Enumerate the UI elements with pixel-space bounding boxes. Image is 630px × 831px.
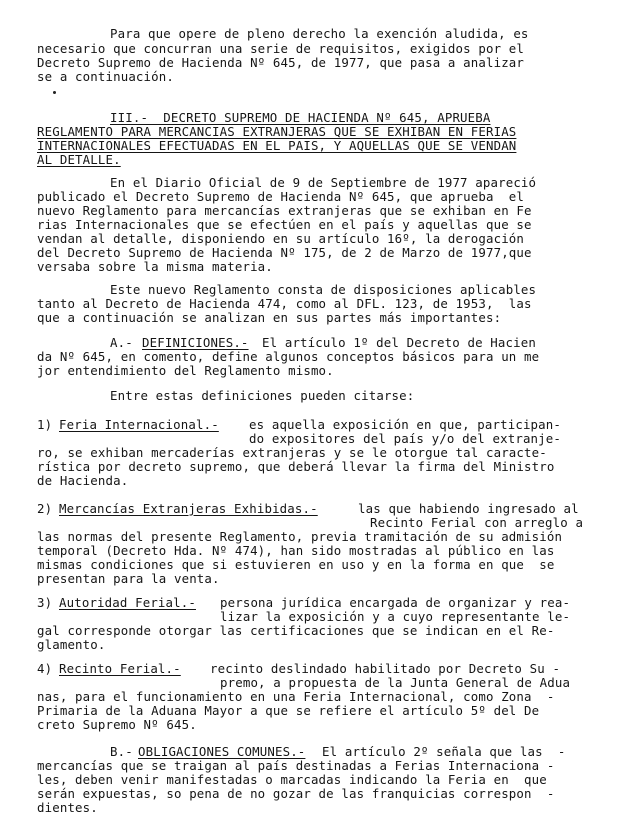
citarse-line: Entre estas definiciones pueden citarse: (110, 388, 415, 403)
paragraph-line: que a continuación se analizan en sus partes más importantes: (37, 310, 502, 325)
section-a-line: jor entendimiento del Reglamento mismo. (37, 363, 334, 378)
definition-term: Feria Internacional.- (59, 417, 219, 432)
definition-line: persona jurídica encargada de organizar y rea- (220, 595, 571, 610)
definition-line: mismas condiciones que si estuvieren en uso y en la forma en que se (37, 557, 555, 572)
paragraph-line: nuevo Reglamento para mercancías extranjeras que se exhiban en Fe (37, 203, 532, 218)
definition-line: de Hacienda. (37, 473, 129, 488)
definition-line: Primaria de la Aduana Mayor a que se refiere el artículo 5º del De (37, 703, 540, 718)
section-b-line: les, deben venir manifestadas o marcadas indicando la Feria en que (37, 772, 547, 787)
section-a-line: El artículo 1º del Decreto de Hacien (262, 335, 536, 350)
definition-line: nas, para el funcionamiento en una Feria Internacional, como Zona - (37, 689, 555, 704)
intro-line: necesario que concurran una serie de requisitos, exigidos por el (37, 41, 525, 56)
section-a-line: da Nº 645, en comento, define algunos conceptos básicos para un me (37, 349, 540, 364)
section-b-line: El artículo 2º señala que las - (322, 744, 566, 759)
section-a-title: DEFINICIONES.- (142, 335, 249, 350)
definition-number: 2) (37, 501, 53, 516)
paragraph-line: publicado el Decreto Supremo de Hacienda Nº 645, que aprueba el (37, 189, 525, 204)
definition-line: ro, se exhiban mercaderías extranjeras y se le otorgue tal caracte- (37, 445, 547, 460)
definition-term: Autoridad Ferial.- (59, 595, 196, 610)
definition-line: Recinto Ferial con arreglo a (370, 515, 584, 530)
definition-line: rística por decreto supremo, que deberá llevar la firma del Ministro (37, 459, 555, 474)
section-b-label: B.- (110, 744, 133, 759)
definition-number: 1) (37, 417, 53, 432)
intro-line: Para que opere de pleno derecho la exención aludida, es (110, 26, 529, 41)
definition-line: gal corresponde otorgar las certificaciones que se indican en el Re- (37, 623, 555, 638)
definition-line: glamento. (37, 637, 106, 652)
paragraph-line: tanto al Decreto de Hacienda 474, como al DFL. 123, de 1953, las (37, 296, 532, 311)
definition-line: recinto deslindado habilitado por Decreto Su - (210, 661, 561, 676)
definition-number: 4) (37, 661, 53, 676)
definition-number: 3) (37, 595, 53, 610)
paragraph-line: vendan al detalle, disponiendo en su artículo 16º, la derogación (37, 231, 525, 246)
definition-term: Mercancías Extranjeras Exhibidas.- (59, 501, 318, 516)
intro-line: se a continuación. (37, 69, 174, 84)
section-heading-line: III.- DECRETO SUPREMO DE HACIENDA Nº 645, APRUEBA (110, 110, 491, 125)
definition-line: las que habiendo ingresado al (358, 501, 579, 516)
section-heading-line: AL DETALLE. (37, 152, 121, 167)
definition-line: premo, a propuesta de la Junta General de Adua (220, 675, 571, 690)
definition-term: Recinto Ferial.- (59, 661, 181, 676)
paragraph-line: del Decreto Supremo de Hacienda Nº 175, de 2 de Marzo de 1977,que (37, 245, 532, 260)
section-b-line: dientes. (37, 800, 98, 815)
paragraph-line: rias Internacionales que se efectúen en el país y aquellas que se (37, 217, 532, 232)
section-heading-line: INTERNACIONALES EFECTUADAS EN EL PAIS, Y AQUELLAS QUE SE VENDAN (37, 138, 517, 153)
definition-line: presentan para la venta. (37, 571, 220, 586)
section-heading-line: REGLAMENTO PARA MERCANCIAS EXTRANJERAS QUE SE EXHIBAN EN FERIAS (37, 124, 517, 139)
section-b-line: mercancías que se traigan al país destinadas a Ferias Internaciona - (37, 758, 555, 773)
paragraph-line: En el Diario Oficial de 9 de Septiembre de 1977 apareció (110, 175, 537, 190)
paragraph-line: Este nuevo Reglamento consta de disposiciones aplicables (110, 282, 537, 297)
definition-line: creto Supremo Nº 645. (37, 717, 197, 732)
stray-mark (53, 91, 56, 94)
section-b-line: serán expuestas, so pena de no gozar de las franquicias correspon - (37, 786, 555, 801)
section-b-title: OBLIGACIONES COMUNES.- (138, 744, 306, 759)
definition-line: las normas del presente Reglamento, previa tramitación de su admisión (37, 529, 563, 544)
definition-line: do expositores del país y/o del extranje- (249, 431, 562, 446)
definition-line: lizar la exposición y a cuyo representante le- (220, 609, 571, 624)
definition-line: temporal (Decreto Hda. Nº 474), han sido mostradas al público en las (37, 543, 555, 558)
intro-line: Decreto Supremo de Hacienda Nº 645, de 1977, que pasa a analizar (37, 55, 525, 70)
paragraph-line: versaba sobre la misma materia. (37, 259, 273, 274)
definition-line: es aquella exposición en que, participan- (249, 417, 562, 432)
section-a-label: A.- (110, 335, 133, 350)
